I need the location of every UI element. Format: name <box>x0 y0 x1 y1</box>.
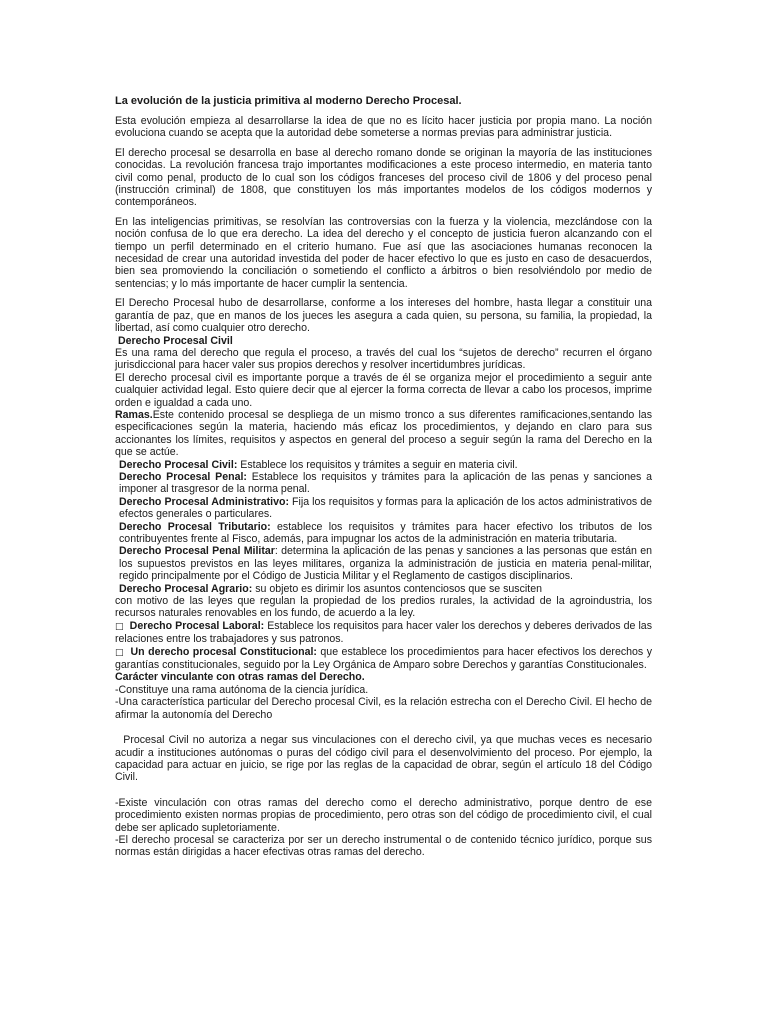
square-bullet-icon: □ <box>115 647 125 658</box>
branch-text: Establece los requisitos para hacer valer los derechos y deberes derivados de las relaciones entre los trabajadores y sus patronos. <box>115 619 652 646</box>
branch-text: Establece los requisitos y trámites a seguir en materia civil. <box>237 458 518 471</box>
branch-text: : determina la aplicación de las penas y sanciones a las personas que están en los supuestos previstos en las leyes militares, organiza la administración de justicia en materia penal-militar, regido principalmente por el Código de Justicia Militar y el Reglamento de castigos disciplinarios. <box>119 545 652 583</box>
paragraph-ramas <box>115 409 652 459</box>
ramas-text: Este contenido procesal se despliega de un mismo tronco a sus diferentes ramificaciones,sentando las especificaciones según la materia, haciendo más eficaz los procedimientos, y dejando en claro para sus accionantes los límites, requisitos y aspectos en general del proceso a seguir según la rama del Derecho en la que se actúe. <box>115 408 652 459</box>
branch-label: Derecho Procesal Administrativo: <box>119 495 289 508</box>
branch-civil <box>115 459 652 471</box>
document-body <box>115 95 655 859</box>
branch-text: Fija los requisitos y formas para la aplicación de los actos administrativos de efectos generales o particulares. <box>119 495 653 521</box>
branch-label: Derecho Procesal Agrario: <box>119 582 253 595</box>
branch-text: que establece los procedimientos para hacer efectivos los derechos y garantías constitucionales, seguido por la Ley Orgánica de Amparo sobre Derechos y garantías Constitucionales. <box>115 645 652 672</box>
ramas-label: Ramas. <box>115 408 153 421</box>
branch-text: su objeto es dirimir los asuntos contenciosos que se susciten <box>252 582 542 595</box>
paragraph-desarrollo: El Derecho Procesal hubo de desarrollarse, conforme a los intereses del hombre, hasta llegar a constituir una garantía de paz, que en manos de los jueces les asegura a cada quien, su persona, su familia, la propiedad, la libertad, así como cualquier otro derecho. <box>115 297 652 335</box>
branch-constitucional <box>115 646 652 672</box>
branch-label: Derecho Procesal Tributario: <box>119 520 271 533</box>
branch-label: Derecho Procesal Laboral: <box>126 619 265 632</box>
paragraph-civil-importancia: El derecho procesal civil es importante porque a través de él se organiza mejor el procedimiento a seguir ante cualquier actividad legal. Esto quiere decir que al ejercer la forma correcta de llevar a cabo los procesos, imprime orden e igualdad a cada uno. <box>115 371 652 409</box>
blank-line <box>115 721 652 734</box>
item-derecho-instrumental: -El derecho procesal se caracteriza por ser un derecho instrumental o de contenido técnico jurídico, porque sus normas están dirigidas a hacer efectivas otras ramas del derecho. <box>115 833 652 859</box>
paragraph-evolucion: Esta evolución empieza al desarrollarse la idea de que no es lícito hacer justicia por propia mano. La noción evoluciona cuando se acepta que la autoridad debe someterse a normas previas para administrar justicia. <box>115 115 652 140</box>
item-relacion-derecho-civil: -Una característica particular del Derecho procesal Civil, es la relación estrecha con el Derecho Civil. El hecho de afirmar la autonomía del Derecho <box>115 696 652 721</box>
section-heading-caracter: Carácter vinculante con otras ramas del Derecho. <box>115 671 365 684</box>
paragraph-civil-definicion: Es una rama del derecho que regula el proceso, a través del cual los “sujetos de derecho” recurren el órgano jurisdiccional para hacer valer sus propios derechos y resolver incertidumbres jurídicas. <box>115 346 652 372</box>
paragraph-inteligencias-primitivas: En las inteligencias primitivas, se resolvían las controversias con la fuerza y la violencia, mezclándose con la noción confusa de lo que era derecho. La idea del derecho y el concepto de justicia fueron alcanzando con el tiempo un perfil determinado en el criterio humano. Fue así que las asociaciones humanas reconocen la necesidad de crear una autoridad investida del poder de hacer efectivo lo que es justo en caso de desacuerdos, bien sea promoviendo la conciliación o sometiendo el conflicto a árbitros o bien resolviéndolo por medio de sentencias; y lo más importante de hacer cumplir la sentencia. <box>115 215 652 290</box>
branch-text: establece los requisitos y trámites para hacer efectivo los tributos de los contribuyentes frente al Fisco, además, para impugnar los actos de la administración en materia tributaria. <box>119 520 653 545</box>
branch-administrativo <box>115 496 652 521</box>
document-title: La evolución de la justicia primitiva al moderno Derecho Procesal. <box>115 95 462 107</box>
paragraph-procesal-civil: Procesal Civil no autoriza a negar sus vinculaciones con el derecho civil, ya que muchas veces es necesario acudir a instituciones autónomas o puras del código civil para el desenvolvimiento del proceso. Por ejemplo, la capacidad para actuar en juicio, se rige por las reglas de la capacidad de obrar, según el artículo 18 del Código Civil. <box>115 734 655 784</box>
branch-label: Derecho Procesal Penal: <box>119 470 247 483</box>
branch-agrario <box>115 583 652 595</box>
item-rama-autonoma: -Constituye una rama autónoma de la ciencia jurídica. <box>115 683 369 696</box>
branch-penal-militar <box>115 545 652 582</box>
section-heading-civil: Derecho Procesal Civil <box>115 334 233 347</box>
branch-laboral <box>115 620 652 646</box>
branch-penal <box>115 471 652 496</box>
branch-label: Derecho Procesal Civil: <box>119 458 238 471</box>
paragraph-agrario-continuacion: con motivo de las leyes que regulan la propiedad de los predios rurales, la actividad de la agroindustria, los recursos naturales renovables en los fundo, de acuerdo a la ley. <box>115 595 652 620</box>
blank-line <box>115 784 652 797</box>
square-bullet-icon: □ <box>115 621 124 632</box>
branch-text: Establece los requisitos y trámites para la aplicación de las penas y sanciones a imponer al trasgresor de la norma penal. <box>119 470 652 496</box>
branch-tributario <box>115 521 652 546</box>
branch-label: Un derecho procesal Constitucional: <box>127 645 317 658</box>
paragraph-derecho-romano: El derecho procesal se desarrolla en base al derecho romano donde se originan la mayoría de las instituciones conocidas. La revolución francesa trajo importantes modificaciones a este proceso intermedio, en materia tanto civil como penal, producto de lo cual son los códigos franceses del proceso civil de 1806 y del proceso penal (instrucción criminal) de 1808, que constituyen los más importantes modelos de los códigos modernos y contemporáneos. <box>115 146 652 209</box>
item-derecho-administrativo: -Existe vinculación con otras ramas del derecho como el derecho administrativo, porque dentro de ese procedimiento existen normas propias de procedimiento, pero otras son del código de procedimiento civil, el cual debe ser aplicado supletoriamente. <box>115 796 652 834</box>
branch-label: Derecho Procesal Penal Militar <box>119 545 275 558</box>
